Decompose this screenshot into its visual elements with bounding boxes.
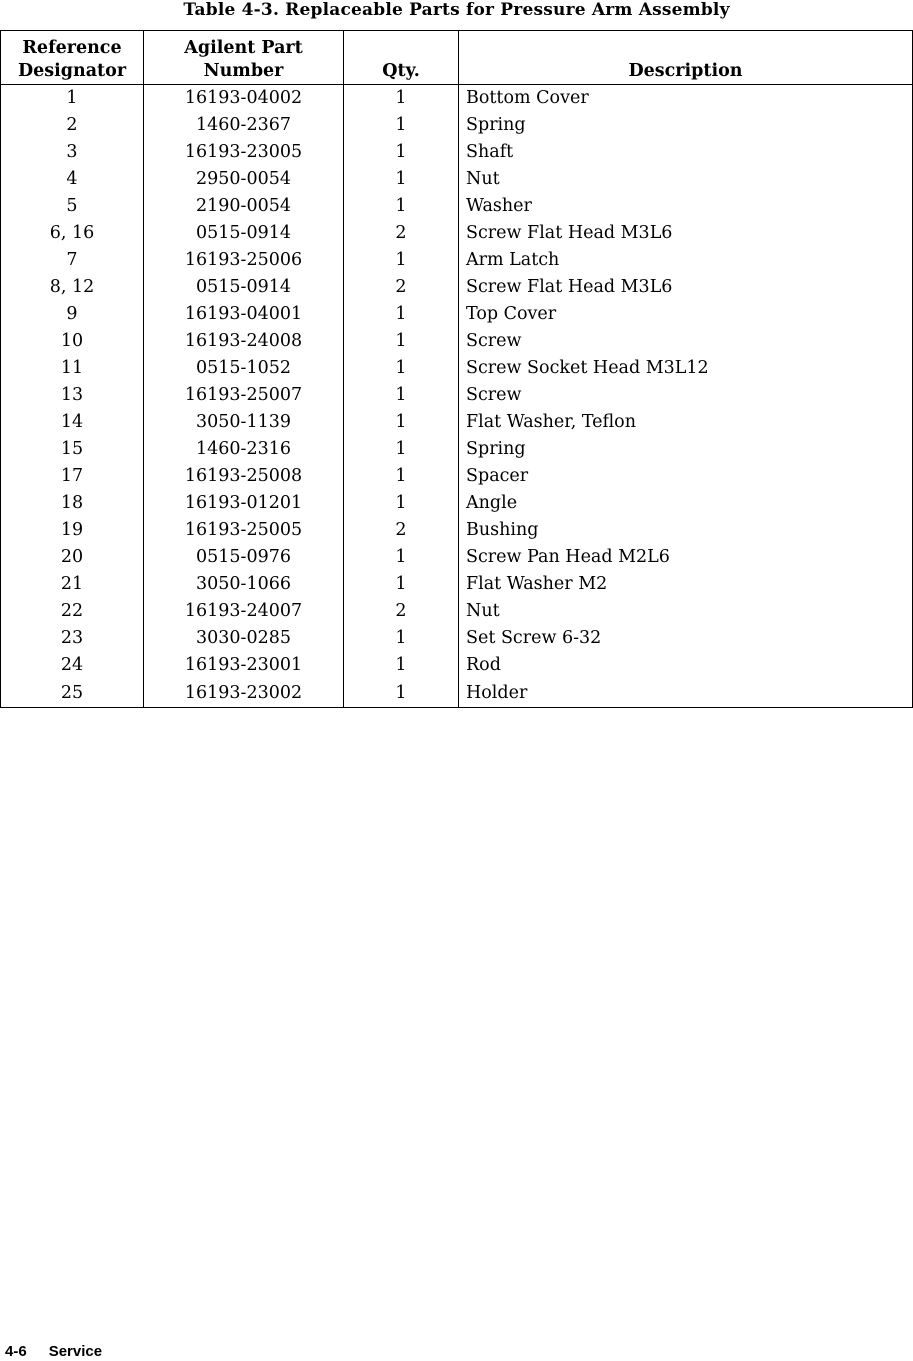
reference-designator-cell: 9 [1,301,144,328]
column-header-reference-designator [1,31,144,85]
part-number-cell: 3050-1139 [144,409,344,436]
part-number-cell: 16193-24007 [144,598,344,625]
quantity-cell: 2 [344,517,459,544]
part-number-cell: 16193-25006 [144,247,344,274]
section-name: Service [48,1343,103,1360]
description-cell: Bottom Cover [459,85,913,113]
quantity-cell: 1 [344,463,459,490]
quantity-cell: 1 [344,355,459,382]
table-row [1,382,913,409]
quantity-cell: 1 [344,409,459,436]
table-body [1,85,913,708]
quantity-cell: 1 [344,112,459,139]
ref-header-line1: Reference [22,38,122,58]
table-row [1,679,913,708]
part-header-line2: Number [203,61,284,81]
page-number: 4-6 [5,1343,27,1360]
table-row [1,328,913,355]
reference-designator-cell: 3 [1,139,144,166]
table-row [1,598,913,625]
reference-designator-cell: 22 [1,598,144,625]
table-row [1,463,913,490]
quantity-cell: 1 [344,301,459,328]
reference-designator-cell: 19 [1,517,144,544]
reference-designator-cell: 17 [1,463,144,490]
table-row [1,490,913,517]
reference-designator-cell: 18 [1,490,144,517]
description-cell: Screw Socket Head M3L12 [459,355,913,382]
column-header-description: Description [459,31,913,85]
quantity-cell: 1 [344,85,459,113]
quantity-cell: 1 [344,328,459,355]
quantity-cell: 1 [344,652,459,679]
table-row [1,436,913,463]
part-number-cell: 16193-04002 [144,85,344,113]
description-cell: Rod [459,652,913,679]
quantity-cell: 1 [344,571,459,598]
description-cell: Arm Latch [459,247,913,274]
table-row [1,139,913,166]
table-row [1,166,913,193]
quantity-cell: 2 [344,220,459,247]
table-row [1,193,913,220]
reference-designator-cell: 6, 16 [1,220,144,247]
part-number-cell: 2950-0054 [144,166,344,193]
reference-designator-cell: 11 [1,355,144,382]
table-row [1,652,913,679]
description-cell: Set Screw 6-32 [459,625,913,652]
table-row [1,85,913,113]
column-header-qty: Qty. [344,31,459,85]
description-cell: Flat Washer M2 [459,571,913,598]
description-cell: Angle [459,490,913,517]
reference-designator-cell: 15 [1,436,144,463]
ref-header-line2: Designator [17,61,127,81]
part-number-cell: 3030-0285 [144,625,344,652]
quantity-cell: 2 [344,274,459,301]
reference-designator-cell: 10 [1,328,144,355]
quantity-cell: 1 [344,679,459,708]
part-number-cell: 16193-23002 [144,679,344,708]
quantity-cell: 1 [344,193,459,220]
reference-designator-cell: 14 [1,409,144,436]
column-header-part-number [144,31,344,85]
part-number-cell: 16193-24008 [144,328,344,355]
reference-designator-cell: 23 [1,625,144,652]
table-row [1,571,913,598]
table-row [1,409,913,436]
quantity-cell: 1 [344,382,459,409]
reference-designator-cell: 13 [1,382,144,409]
table-row [1,301,913,328]
reference-designator-cell: 2 [1,112,144,139]
table-row [1,274,913,301]
quantity-cell: 1 [344,166,459,193]
description-cell: Top Cover [459,301,913,328]
table-title: Table 4-3. Replaceable Parts for Pressure Arm Assembly [183,0,730,20]
part-number-cell: 16193-23005 [144,139,344,166]
part-number-cell: 16193-04001 [144,301,344,328]
part-number-cell: 16193-25005 [144,517,344,544]
quantity-cell: 1 [344,247,459,274]
part-number-cell: 16193-23001 [144,652,344,679]
quantity-cell: 2 [344,598,459,625]
table-header [1,31,913,85]
part-number-cell: 3050-1066 [144,571,344,598]
description-cell: Screw [459,328,913,355]
reference-designator-cell: 1 [1,85,144,113]
quantity-cell: 1 [344,490,459,517]
reference-designator-cell: 20 [1,544,144,571]
description-cell: Screw Flat Head M3L6 [459,274,913,301]
part-number-cell: 1460-2367 [144,112,344,139]
description-cell: Flat Washer, Teflon [459,409,913,436]
reference-designator-cell: 4 [1,166,144,193]
table-row [1,625,913,652]
table-row [1,220,913,247]
description-cell: Spring [459,112,913,139]
table-row [1,544,913,571]
description-cell: Spring [459,436,913,463]
description-cell: Nut [459,598,913,625]
quantity-cell: 1 [344,625,459,652]
description-cell: Screw Pan Head M2L6 [459,544,913,571]
description-cell: Bushing [459,517,913,544]
page-footer [5,1343,102,1361]
reference-designator-cell: 5 [1,193,144,220]
reference-designator-cell: 7 [1,247,144,274]
part-header-line1: Agilent Part [184,38,303,58]
reference-designator-cell: 8, 12 [1,274,144,301]
table-row [1,355,913,382]
description-cell: Holder [459,679,913,708]
description-cell: Nut [459,166,913,193]
quantity-cell: 1 [344,544,459,571]
quantity-cell: 1 [344,436,459,463]
description-cell: Shaft [459,139,913,166]
part-number-cell: 16193-01201 [144,490,344,517]
table-row [1,517,913,544]
header-row [1,31,913,85]
description-cell: Washer [459,193,913,220]
part-number-cell: 0515-0914 [144,220,344,247]
part-number-cell: 0515-1052 [144,355,344,382]
reference-designator-cell: 24 [1,652,144,679]
part-number-cell: 0515-0976 [144,544,344,571]
description-cell: Spacer [459,463,913,490]
part-number-cell: 16193-25007 [144,382,344,409]
reference-designator-cell: 21 [1,571,144,598]
description-cell: Screw [459,382,913,409]
description-cell: Screw Flat Head M3L6 [459,220,913,247]
part-number-cell: 0515-0914 [144,274,344,301]
part-number-cell: 1460-2316 [144,436,344,463]
table-row [1,112,913,139]
parts-table [0,30,913,708]
reference-designator-cell: 25 [1,679,144,708]
part-number-cell: 16193-25008 [144,463,344,490]
part-number-cell: 2190-0054 [144,193,344,220]
table-row [1,247,913,274]
quantity-cell: 1 [344,139,459,166]
